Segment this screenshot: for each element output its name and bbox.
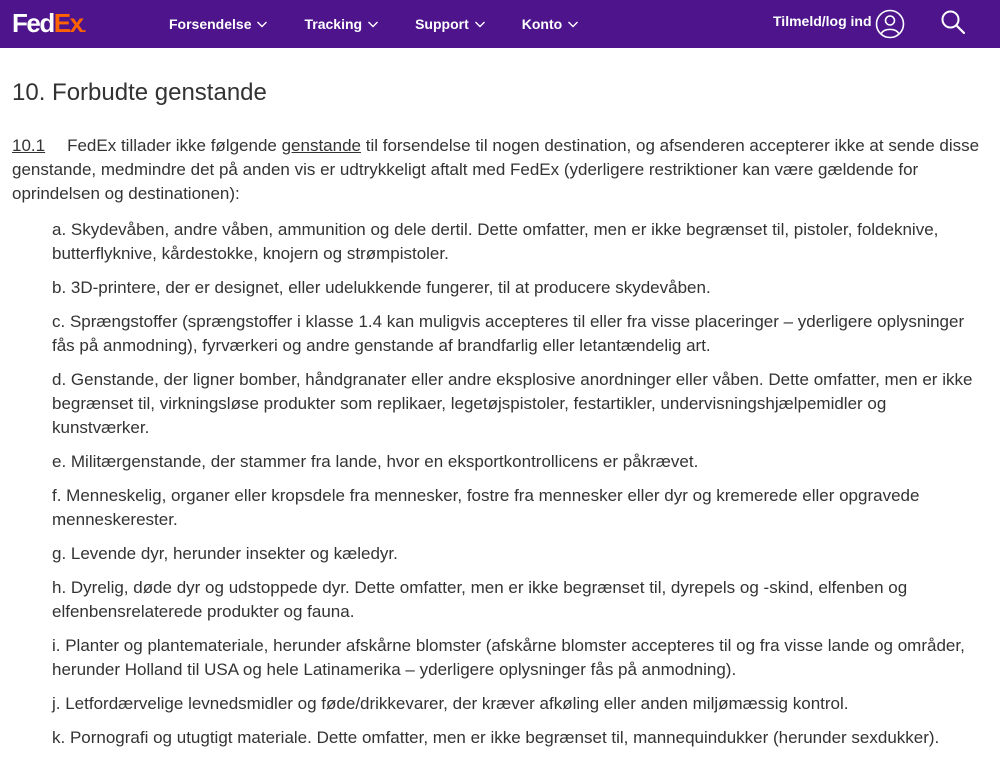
nav-forsendelse[interactable] xyxy=(169,16,268,32)
logo-ex: Ex xyxy=(53,8,83,38)
list-item: j. Letfordærvelige levnedsmidler og føde/drikkevarer, der kræver afkøling eller anden miljømæssig kontrol. xyxy=(52,694,849,713)
chevron-down-icon xyxy=(256,18,268,30)
list-item: g. Levende dyr, herunder insekter og kæledyr. xyxy=(52,544,398,563)
nav-label: Support xyxy=(415,16,469,32)
list-item: h. Dyrelig, døde dyr og udstoppede dyr. Dette omfatter, men er ikke begrænset til, dyrepels og -skind, elfenben og elfenbensrelaterede produkter og fauna. xyxy=(52,578,908,621)
list-item: d. Genstande, der ligner bomber, håndgranater eller andre eksplosive anordninger eller våben. Dette omfatter, men er ikke begrænset til, virkningsløse produkter som replikaer, legetøjspistoler, festartikler, undervisningshjælpemidler og kunstværker. xyxy=(52,370,973,437)
list-item: b. 3D-printere, der er designet, eller udelukkende fungerer, til at producere skydevåben. xyxy=(52,278,711,297)
fedex-logo[interactable] xyxy=(12,9,86,41)
user-icon[interactable] xyxy=(875,9,905,39)
main-content xyxy=(12,48,982,760)
nav-support[interactable] xyxy=(415,16,486,32)
page-title: 10. Forbudte genstande xyxy=(12,79,267,106)
prohibited-items-list xyxy=(12,218,982,750)
chevron-down-icon xyxy=(567,18,579,30)
intro-text-after: til forsendelse til nogen destination, og afsenderen accepterer ikke at sende disse genstande, medmindre det på anden vis er udtrykkeligt aftalt med FedEx (yderligere restriktioner kan være gældende for oprindelsen og destinationen): xyxy=(12,136,980,203)
intro-text-before: FedEx tillader ikke følgende xyxy=(67,136,282,155)
genstande-link[interactable]: genstande xyxy=(281,136,361,155)
list-item: e. Militærgenstande, der stammer fra lande, hvor en eksportkontrollicens er påkrævet. xyxy=(52,452,699,471)
chevron-down-icon xyxy=(474,18,486,30)
top-nav-bar xyxy=(0,0,1000,48)
nav-label: Forsendelse xyxy=(169,16,252,32)
search-icon[interactable] xyxy=(940,9,966,35)
list-item: i. Planter og plantemateriale, herunder afskårne blomster (afskårne blomster accepteres til og fra visse lande og områder, herunder Holland til USA og hele Latinamerika – yderligere oplysninger fås på anmodning). xyxy=(52,636,965,679)
login-link[interactable]: Tilmeld/log ind xyxy=(773,13,872,29)
list-item: c. Sprængstoffer (sprængstoffer i klasse 1.4 kan muligvis accepteres til eller fra visse placeringer – yderligere oplysninger fås på anmodning), fyrværkeri og andre genstande af brandfarlig eller letantændelig art. xyxy=(52,312,965,355)
list-item: a. Skydevåben, andre våben, ammunition og dele dertil. Dette omfatter, men er ikke begrænset til, pistoler, foldeknive, butterflyknive, kårdestokke, knojern og strømpistoler. xyxy=(52,220,939,263)
nav-label: Konto xyxy=(521,16,563,32)
logo-fed: Fed xyxy=(12,8,54,38)
logo-dot: . xyxy=(82,19,87,35)
nav-tracking[interactable] xyxy=(304,16,379,32)
intro-paragraph xyxy=(12,134,982,206)
nav-konto[interactable] xyxy=(522,16,579,32)
list-item: k. Pornografi og utugtigt materiale. Dette omfatter, men er ikke begrænset til, mannequindukker (herunder sexdukker). xyxy=(52,728,940,747)
section-number: 10.1 xyxy=(12,136,46,155)
main-nav xyxy=(169,0,615,48)
nav-label: Tracking xyxy=(304,16,363,32)
chevron-down-icon xyxy=(367,18,379,30)
list-item: f. Menneskelig, organer eller kropsdele fra mennesker, fostre fra mennesker eller dyr og kremerede eller opgravede menneskerester. xyxy=(52,486,920,529)
